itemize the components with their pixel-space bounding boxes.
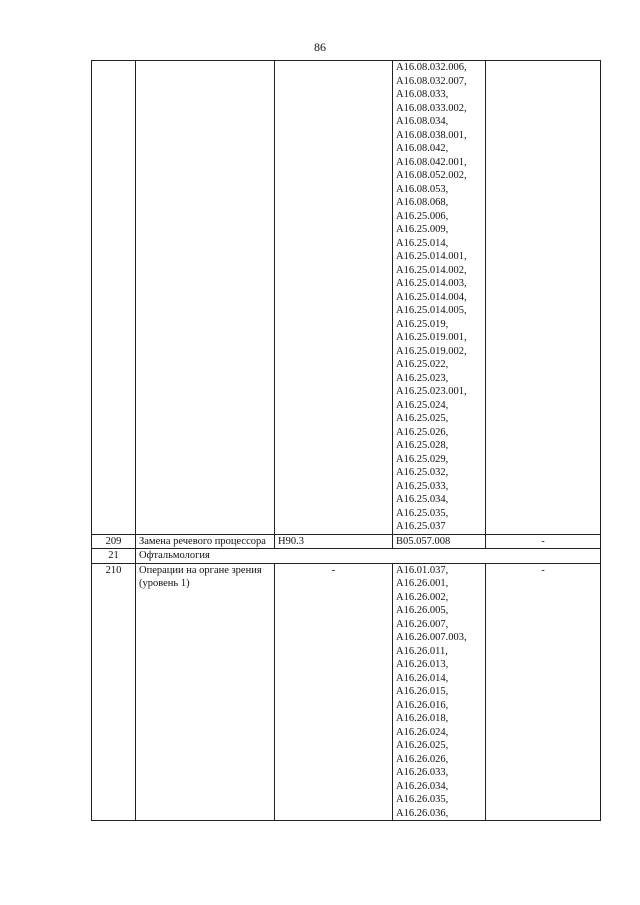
service-code: A16.25.034, — [396, 494, 449, 505]
service-code: A16.26.002, — [396, 591, 449, 603]
row-number: 210 — [92, 563, 136, 821]
service-code: A16.26.025, — [396, 740, 449, 751]
row-name: Замена речевого процессора — [136, 534, 275, 549]
row-number — [92, 61, 136, 535]
service-code: A16.25.037 — [396, 521, 446, 532]
row-extra-criteria — [486, 61, 601, 535]
service-code: A16.25.025, — [396, 413, 449, 424]
service-code: A16.08.042.001, — [396, 156, 467, 168]
service-code: A16.25.022, — [396, 359, 449, 370]
service-code: A16.26.015, — [396, 686, 449, 697]
service-code: A16.26.036, — [396, 807, 449, 819]
service-code: A16.25.026, — [396, 426, 449, 438]
service-code: A16.26.035, — [396, 794, 449, 805]
row-name — [136, 61, 275, 535]
service-code: A16.25.014, — [396, 237, 449, 249]
service-code: A16.26.034, — [396, 780, 449, 792]
row-name: Операции на органе зрения (уровень 1) — [136, 563, 275, 821]
service-code: A16.25.035, — [396, 507, 449, 519]
service-code: A16.25.029, — [396, 453, 449, 465]
service-code: A16.26.011, — [396, 645, 448, 657]
service-code: A16.25.006, — [396, 210, 449, 222]
service-code: A16.08.032.007, — [396, 75, 467, 87]
service-code: A16.25.019.001, — [396, 332, 467, 343]
service-code: A16.25.024, — [396, 399, 449, 411]
section-row — [92, 549, 601, 564]
service-code: A16.25.014.003, — [396, 278, 467, 289]
row-extra-criteria: - — [486, 534, 601, 549]
service-code: A16.08.052.002, — [396, 170, 467, 181]
service-code: A16.25.023.001, — [396, 386, 467, 397]
row-service-codes — [393, 563, 486, 821]
row-mkb-code: - — [275, 563, 393, 821]
service-code: A16.26.007, — [396, 618, 449, 630]
service-code: A16.25.023, — [396, 372, 449, 384]
service-code: A16.08.068, — [396, 197, 449, 208]
service-code: A16.25.014.004, — [396, 291, 467, 303]
service-code: A16.08.038.001, — [396, 129, 467, 141]
service-code: A16.26.014, — [396, 672, 449, 684]
service-code: A16.26.005, — [396, 605, 449, 616]
service-code: A16.26.024, — [396, 726, 449, 738]
row-extra-criteria: - — [486, 563, 601, 821]
table-row — [92, 534, 601, 549]
row-service-codes — [393, 61, 486, 535]
service-code: A16.25.014.001, — [396, 251, 467, 262]
section-number: 21 — [92, 549, 136, 564]
service-code: A16.26.013, — [396, 659, 449, 670]
page-number: 86 — [314, 40, 326, 54]
table-row — [92, 61, 601, 535]
service-code: A16.08.042, — [396, 143, 449, 154]
service-code: A16.25.009, — [396, 224, 449, 235]
service-code: A16.26.033, — [396, 767, 449, 778]
service-code: A16.08.053, — [396, 183, 449, 195]
service-code: A16.25.019, — [396, 318, 449, 330]
service-code: A16.26.018, — [396, 713, 449, 724]
procedures-table — [91, 60, 601, 821]
service-code: A16.25.019.002, — [396, 345, 467, 357]
service-code: A16.08.033, — [396, 89, 449, 100]
service-code: A16.25.014.002, — [396, 264, 467, 276]
row-service-codes — [393, 534, 486, 549]
service-code: A16.26.016, — [396, 699, 449, 711]
table-row — [92, 563, 601, 821]
service-code: A16.08.034, — [396, 116, 449, 127]
row-number: 209 — [92, 534, 136, 549]
service-code: A16.25.032, — [396, 467, 449, 478]
row-mkb-code — [275, 61, 393, 535]
service-code: A16.25.028, — [396, 440, 449, 451]
service-code: A16.08.032.006, — [396, 62, 467, 73]
service-code: A16.08.033.002, — [396, 102, 467, 114]
row-mkb-code: H90.3 — [275, 534, 393, 549]
service-code: A16.26.026, — [396, 753, 449, 765]
service-code: A16.25.033, — [396, 480, 449, 492]
service-code: B05.057.008 — [396, 535, 451, 547]
service-code: A16.26.007.003, — [396, 632, 467, 643]
service-code: A16.01.037, — [396, 564, 449, 576]
section-title: Офтальмология — [136, 549, 601, 564]
service-code: A16.26.001, — [396, 578, 449, 589]
service-code: A16.25.014.005, — [396, 305, 467, 316]
